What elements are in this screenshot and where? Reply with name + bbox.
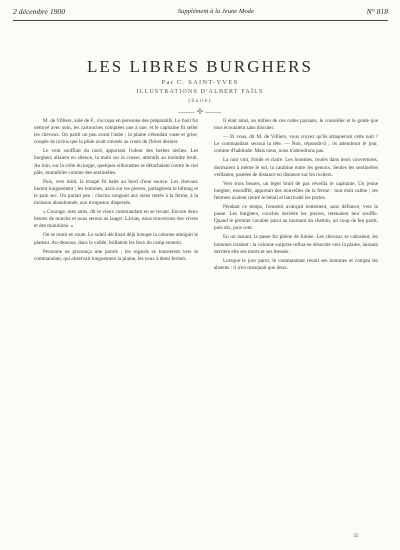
supplement-label: Supplément à la Jeune Mode	[177, 7, 254, 15]
text-column-right	[214, 118, 378, 536]
article-byline: Par C. SAINT-YVES	[161, 79, 239, 86]
continued-label: (Suite)	[188, 98, 212, 104]
paragraph: Lorsque le jour parut, le commandant réunit ses hommes et compta les absents : il n'en manquait que deux.	[214, 257, 378, 271]
page-header	[13, 6, 388, 16]
page-number: 35	[353, 533, 359, 539]
issue-date: 2 décembre 1900	[13, 6, 66, 16]
paragraph: M. de Villiers, aidé de F., s'occupa en personne des préparatifs. Le fusil fut nettoyé avec soin, les cartouches comptées une à une, et le capitaine fit seller les chevaux. On partit un peu avant l'aube ; la plaine s'étendait vaste et grise, coupée de ravins que la pluie avait creusés au cours de l'hiver dernier.	[34, 118, 198, 146]
paragraph: On se remit en route. Le soleil déclinait déjà lorsque la colonne atteignit le plateau. Au-dessous, dans la vallée, brillaient les feux du camp ennemi.	[34, 232, 198, 246]
article-title: LES LIBRES BURGHERS	[87, 57, 313, 76]
paragraph: Puis, vers midi, la troupe fit halte au bord d'une source. Les chevaux burent longuement ; les hommes, assis sur les pierres, partagèrent le biltong et le pain sec. On parlait peu : chacun songeait aux siens restés à la ferme, à la moisson abandonnée, aux troupeaux dispersés.	[34, 178, 198, 207]
paragraph: Il était ainsi, au milieu de ces rudes paysans, le conseiller et le guide que tous écoutaient sans discuter.	[214, 118, 378, 132]
paragraph: — Et vous, dit M. de Villiers, vous croyez qu'ils attaqueront cette nuit ? Le commandant secoua la tête. — Non, répondit-il ; ils attendront le jour, comme d'habitude. Mais nous, nous n'attendrons pas.	[214, 134, 378, 155]
text-column-left	[34, 118, 198, 536]
paragraph: En un instant, la passe fut pleine de fumée. Les chevaux se cabraient, les hommes criaient ; la colonne surprise reflua en désordre vers la plaine, laissant derrière elle ses morts et ses blessés.	[214, 234, 378, 255]
paragraph: Pendant ce temps, l'ennemi avançait lentement, sans défiance, vers la passe. Les burghers, couchés derrière les pierres, retenaient leur souffle. Quand le premier cavalier parut au tournant du chemin, un coup de feu partit, puis dix, puis cent.	[214, 204, 378, 232]
header-rule	[13, 20, 388, 21]
paragraph: Personne ne prononça une parole ; les regards se tournèrent vers le commandant, qui observait longuement la plaine, les yeux à demi fermés.	[34, 248, 198, 262]
paragraph: « Courage, mes amis, dit le vieux commandant en se levant. Encore deux heures de marche et nous serons au laager. Là-bas, nous trouverons des vivres et des munitions. »	[34, 209, 198, 230]
paragraph: Vers trois heures, un léger bruit de pas réveilla le capitaine. Un jeune burgher, essoufflé, apportait des nouvelles de la ferme : tout était calme ; les femmes avaient rentré le bétail et barricadé les portes.	[214, 180, 378, 201]
issue-number: N° 818	[366, 6, 388, 16]
title-ornament: —— ✢ ——	[178, 107, 222, 116]
paragraph: La nuit vint, froide et claire. Les hommes, roulés dans leurs couvertures, dormaient à même le sol, la carabine entre les genoux. Seules les sentinelles veillaient, postées de distance en distance sur les rochers.	[214, 157, 378, 178]
illustrations-credit: ILLUSTRATIONS D'ALBERT FAÏLS	[136, 89, 264, 95]
paragraph: Le vent soufflait du nord, apportant l'odeur des herbes sèches. Les burghers allaient en silence, la main sur la crosse, attentifs au moindre bruit. Au loin, sur la crête du kopje, quelques silhouettes se détachaient contre le ciel pâle, immobiles comme des sentinelles.	[34, 148, 198, 176]
